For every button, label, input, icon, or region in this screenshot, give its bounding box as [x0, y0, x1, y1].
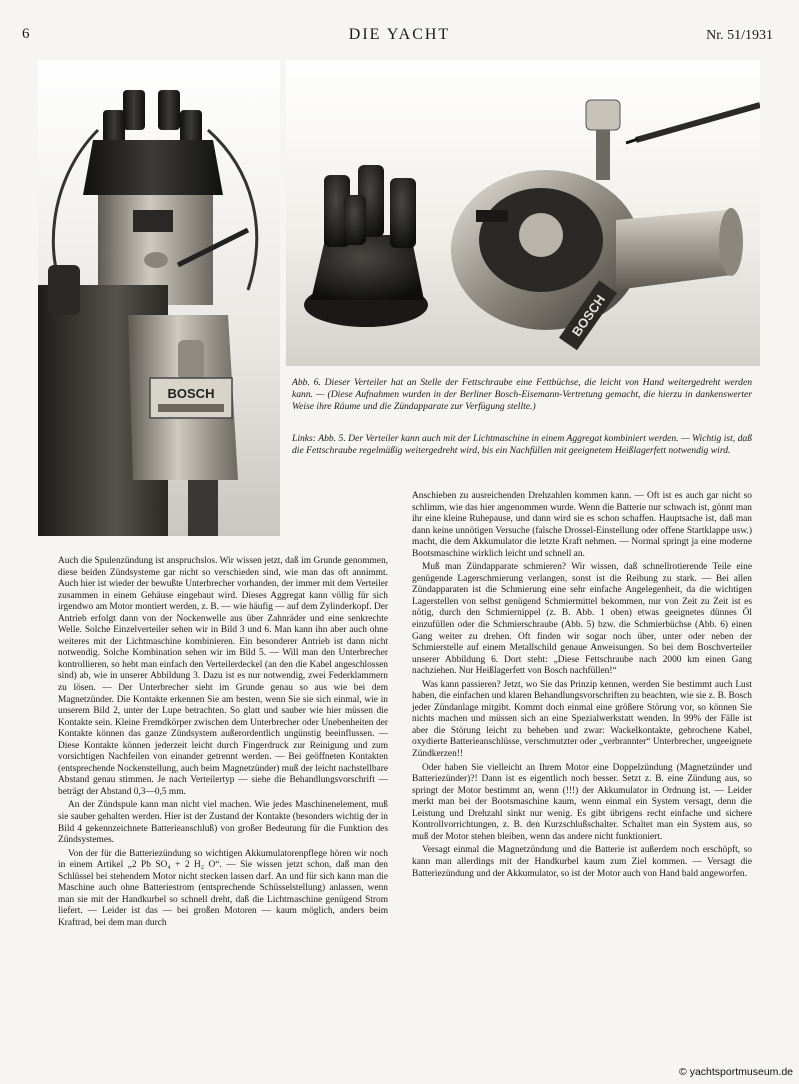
caption-abb6: Abb. 6. Dieser Verteiler hat an Stelle der Fettschraube eine Fettbüchse, die leicht von Hand weitergedreht werden kann. — (Diese Aufnahmen wurden in der Berliner Bosch-Eisemann-Vertretung gemacht, die hierzu in dankenswerter Weise ihre Räume und die Zündapparate zur Verfügung stellte.) — [292, 377, 752, 412]
page-number: 6 — [22, 26, 30, 42]
brand-label-right: BOSCH — [568, 292, 609, 340]
brand-label-left: BOSCH — [167, 386, 215, 401]
paragraph: Oder haben Sie vielleicht an Ihrem Motor eine Doppelzündung (Magnetzünder und Batteriezünder)?! Dann ist es eigentlich noch besser. Setzt z. B. eine Zündung aus, so springt der Motor bestimmt an, wenn (!!!) der Akkumulator in Ordnung ist. — Leider merkt man bei der Bootsmaschine kaum, wenn einmal ein System versagt, denn die Leistung und Drehzahl sinkt nur wenig. Es gibt übrigens recht einfache und sichere Kontrollvorrichtungen, z. B. den Kurzschlußschalter. Schaltet man ein System aus, so muß der Motor stehen bleiben, wenn das andere nicht funktioniert. — [412, 762, 752, 842]
paragraph: Von der für die Batteriezündung so wichtigen Akkumulatorenpflege hören wir noch in einem Artikel „2 Pb SO₄ + 2 H₂ O“. — Sie wissen jetzt schon, daß man den Schlüssel bei stehendem Motor nicht stecken lassen darf. An und für sich kann man die Maschine auch ohne Batteriestrom (entsprechende Schüsselstellung) anlassen, wenn man sie mit der Handkurbel so schnell dreht, daß die Lichtmaschine genügend Strom liefert. — Leider ist das — bei großen Motoren — kaum möglich, anders beim Kraftrad, bei dem man durch — [58, 848, 388, 928]
paragraph: Auch die Spulenzündung ist anspruchslos. Wir wissen jetzt, daß im Grunde genommen, diese beiden Zündsysteme gar nicht so verschieden sind, wie man das oft annimmt. Auch hier ist wieder der bewußte Unterbrecher vorhanden, der immer mit dem Verteiler zusammen in einem Gehäuse eingebaut wird. Dieses Aggregat kann völlig für sich irgendwo am Motor montiert werden, z. B. — wie häufig — auf dem Zylinderkopf. Der Antrieb erfolgt dann von der Nockenwelle aus über Zahnräder und eine senkrechte Welle. Solche Einzelverteiler sehen wir in Bild 3 und 6. Man kann ihn aber auch ohne weiteres mit der Lichtmaschine kombinieren. Ein besonderer Antrieb ist dann nicht notwendig. Solche Kombination sehen wir im Bild 5. — Will man den Unterbrecher kontrollieren, so hebt man einfach den Verteilerdeckel (an den die Kabel angeschlossen sind) ab, wie in unserer Abbildung 3. Dazu ist es nur notwendig, zwei Federklammern zu lösen. — Der Unterbrecher sieht im Grunde genau so aus wie bei dem Magnetzünder. Die Kontakte erkennen Sie am besten, wenn Sie sie sich einmal, wie in unserem Bild 2, unter der Lupe betrachten. So glatt und sauber wie hier müssen die Kontakte sein. Kleine Fremdkörper zwischen dem Unterbrecher oder Unebenheiten der Kontakte können das ganze Zündsystem außerordentlich ungünstig beeinflussen. — Diese Kontakte können jederzeit leicht durch Fingerdruck zur Reinigung und zum vorsichtigen Nachfeilen von einander getrennt werden. — Bei geöffneten Kontakten (entsprechende Nockenstellung, auch beim Magnetzünder) muß der leicht nachstellbare Abstand genau stimmen. Je nach Verteilertyp — siehe die Behandlungsvorschrift — beträgt der Abstand 0,3—0,5 mm. — [58, 556, 388, 797]
photo-abb6-distributor-open — [286, 60, 760, 366]
paragraph: Muß man Zündapparate schmieren? Wir wissen, daß schnellrotierende Teile eine genügende Lagerschmierung verlangen, sonst ist die Reibung zu stark. — Bei allen Zündapparaten ist die Schmierung eine sehr einfache Angelegenheit, da die wichtigen Lagerstellen von selbst genügend Schmiermittel bekommen, nur von Zeit zu Zeit ist es nötig, durch den Schmiernippel (z. B. Abb. 1 oben) etwas geeignetes dünnes Öl einzufüllen oder die Schmierschraube (Abb. 5) bzw. die Schmierbüchse (Abb. 6) einen Gang weiter zu drehen. Oft finden wir sogar noch über, unter oder neben der Schmierstelle auf einem Metallschild genaue Anweisungen. So bei dem Boschverteiler unserer Abbildung 6. Dort steht: „Diese Fettschraube nach 2000 km einen Gang nachziehen. Nur Heißlagerfett von Bosch nachfüllen!“ — [412, 562, 752, 677]
paragraph: Versagt einmal die Magnetzündung und die Batterie ist außerdem noch erschöpft, so kann man allerdings mit der Handkurbel kaum zum Ziel kommen. — Versagt die Batteriezündung und der Akkumulator, so ist der Motor auch von Hand bald angeworfen. — [412, 845, 752, 879]
issue-number: Nr. 51/1931 — [706, 28, 773, 43]
paragraph: Was kann passieren? Jetzt, wo Sie das Prinzip kennen, werden Sie bestimmt auch Lust haben, die einfachen und klaren Behandlungsvorschriften zu beachten, wie sie z. B. Bosch jeder Zündanlage mitgibt. Kommt doch einmal eine größere Störung vor, so können Sie nichts machen und müssen sich an eine Spezialwerkstatt wenden. In 99% der Fälle ist aber die Störung leicht zu beheben und zwar: Wackelkontakte, gebrochene Kabel, oxydierte Batterieanschlüsse, verschmutzter oder „verbrannter“ Unterbrecher, ungeeignete Zündkerzen!! — [412, 679, 752, 760]
caption-abb5: Links: Abb. 5. Der Verteiler kann auch mit der Lichtmaschine in einem Aggregat kombiniert werden. — Wichtig ist, daß die Fettschraube regelmäßig weitergedreht wird, bis ein Nachfüllen mit geeignetem Heißlagerfett notwendig wird. — [292, 433, 752, 456]
article-column-left — [58, 556, 388, 932]
photo-abb5-distributor-dynamo — [38, 60, 280, 536]
photo-abb5-illustration — [38, 60, 280, 536]
paragraph: Anschieben zu ausreichenden Drehzahlen kommen kann. — Oft ist es auch gar nicht so schlimm, wie das hier angenommen wurde. Wenn die Batterie nur schwach ist, gönnt man ihr eine kleine Ruhepause, und dann wird sie es schon schaffen. Hauptsache ist, daß man dann keine unnötigen Versuche (falsche Drossel-Einstellung oder offene Startklappe usw.) macht, die dem Akkumulator die letzte Kraft nehmen. — Normal springt ja eine moderne Bootsmaschine wirklich leicht und schnell an. — [412, 491, 752, 559]
photo-abb6-illustration — [286, 60, 760, 366]
article-column-right — [412, 491, 752, 882]
page-title: DIE YACHT — [348, 26, 451, 43]
paragraph: An der Zündspule kann man nicht viel machen. Wie jedes Maschinenelement, muß sie sauber gehalten werden. Hier ist der Zustand der Kontakte (besonders wichtig der in Bild 4 gekennzeichnete Batterieanschluß) von großer Bedeutung für die Funktion des Zündsystemes. — [58, 800, 388, 846]
watermark: © yachtsportmuseum.de — [679, 1066, 793, 1078]
